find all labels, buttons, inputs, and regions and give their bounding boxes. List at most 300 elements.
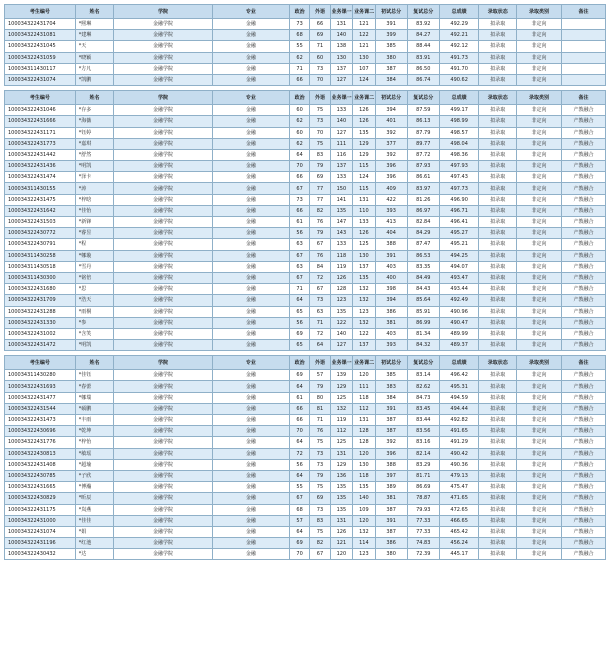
cell-subject-2: 124 <box>353 172 375 183</box>
cell-foreign-lang: 73 <box>310 295 330 306</box>
cell-name: *红池 <box>75 538 114 549</box>
cell-foreign-lang: 67 <box>310 549 330 560</box>
cell-exam-id: 100034322430772 <box>5 228 76 239</box>
cell-name: *娜瑞 <box>75 392 114 403</box>
cell-foreign-lang: 73 <box>310 448 330 459</box>
cell-admission-status: 拟录取 <box>479 239 516 250</box>
cell-name: *雪丹 <box>75 261 114 272</box>
cell-final-score: 472.65 <box>439 504 479 515</box>
cell-prelim-total: 394 <box>375 295 407 306</box>
header-admission-status: 录取状态 <box>479 5 516 19</box>
cell-politics: 62 <box>289 52 309 63</box>
cell-final-score: 496.71 <box>439 205 479 216</box>
cell-retest-total: 83.45 <box>407 403 439 414</box>
cell-college: 金融学院 <box>114 161 213 172</box>
cell-college: 金融学院 <box>114 105 213 116</box>
cell-remark <box>561 52 605 63</box>
cell-remark: 产教融合 <box>561 482 605 493</box>
cell-admission-type: 非定向 <box>516 340 561 351</box>
cell-politics: 66 <box>289 403 309 414</box>
cell-name: *参 <box>75 317 114 328</box>
cell-subject-1: 126 <box>330 272 352 283</box>
cell-admission-status: 拟录取 <box>479 161 516 172</box>
cell-major: 金融 <box>212 105 289 116</box>
cell-final-score: 475.47 <box>439 482 479 493</box>
cell-final-score: 492.29 <box>439 19 479 30</box>
cell-admission-status: 拟录取 <box>479 504 516 515</box>
table-row <box>5 127 606 138</box>
cell-retest-total: 77.33 <box>407 515 439 526</box>
cell-major: 金融 <box>212 392 289 403</box>
cell-politics: 68 <box>289 30 309 41</box>
cell-name: *泽卡 <box>75 172 114 183</box>
cell-prelim-total: 385 <box>375 41 407 52</box>
cell-remark: 产教融合 <box>561 426 605 437</box>
cell-name: *方凡 <box>75 63 114 74</box>
cell-admission-status: 拟录取 <box>479 250 516 261</box>
cell-remark: 产教融合 <box>561 340 605 351</box>
cell-politics: 73 <box>289 194 309 205</box>
cell-politics: 71 <box>289 63 309 74</box>
table-row <box>5 306 606 317</box>
cell-remark: 产教融合 <box>561 228 605 239</box>
cell-major: 金融 <box>212 426 289 437</box>
cell-major: 金融 <box>212 272 289 283</box>
cell-major: 金融 <box>212 317 289 328</box>
header-row <box>5 91 606 105</box>
cell-remark: 产教融合 <box>561 538 605 549</box>
cell-major: 金融 <box>212 205 289 216</box>
cell-foreign-lang: 75 <box>310 482 330 493</box>
cell-final-score: 496.41 <box>439 217 479 228</box>
cell-politics: 66 <box>289 74 309 85</box>
cell-major: 金融 <box>212 515 289 526</box>
cell-subject-2: 130 <box>353 250 375 261</box>
header-politics: 政治 <box>289 91 309 105</box>
cell-foreign-lang: 73 <box>310 63 330 74</box>
cell-politics: 62 <box>289 138 309 149</box>
table-row <box>5 295 606 306</box>
header-subject-1: 业务课一 <box>330 5 352 19</box>
cell-admission-type: 非定向 <box>516 493 561 504</box>
table-row <box>5 538 606 549</box>
cell-subject-2: 132 <box>353 317 375 328</box>
cell-college: 金融学院 <box>114 19 213 30</box>
cell-admission-type: 非定向 <box>516 549 561 560</box>
table-row <box>5 116 606 127</box>
cell-final-score: 499.17 <box>439 105 479 116</box>
cell-foreign-lang: 72 <box>310 272 330 283</box>
cell-foreign-lang: 64 <box>310 340 330 351</box>
cell-retest-total: 83.35 <box>407 261 439 272</box>
cell-exam-id: 100034322430432 <box>5 549 76 560</box>
table-row <box>5 41 606 52</box>
cell-college: 金融学院 <box>114 482 213 493</box>
cell-college: 金融学院 <box>114 392 213 403</box>
cell-name: *超瑜 <box>75 459 114 470</box>
cell-exam-id: 100034322431680 <box>5 284 76 295</box>
cell-final-score: 498.57 <box>439 127 479 138</box>
cell-remark: 产教融合 <box>561 317 605 328</box>
cell-foreign-lang: 63 <box>310 306 330 317</box>
cell-exam-id: 100034322431408 <box>5 459 76 470</box>
cell-prelim-total: 396 <box>375 161 407 172</box>
cell-college: 金融学院 <box>114 448 213 459</box>
cell-admission-status: 拟录取 <box>479 30 516 41</box>
cell-politics: 66 <box>289 415 309 426</box>
cell-subject-2: 111 <box>353 381 375 392</box>
cell-subject-1: 132 <box>330 403 352 414</box>
cell-subject-2: 123 <box>353 549 375 560</box>
cell-final-score: 491.73 <box>439 52 479 63</box>
cell-prelim-total: 387 <box>375 426 407 437</box>
cell-retest-total: 86.50 <box>407 63 439 74</box>
cell-name: *思 <box>75 284 114 295</box>
cell-remark <box>561 41 605 52</box>
cell-name: *涛 <box>75 183 114 194</box>
cell-major: 金融 <box>212 217 289 228</box>
cell-major: 金融 <box>212 470 289 481</box>
table-row <box>5 526 606 537</box>
header-remark: 备注 <box>561 5 605 19</box>
cell-retest-total: 83.44 <box>407 415 439 426</box>
cell-retest-total: 82.14 <box>407 448 439 459</box>
cell-politics: 64 <box>289 526 309 537</box>
cell-subject-2: 129 <box>353 138 375 149</box>
cell-admission-status: 拟录取 <box>479 448 516 459</box>
cell-politics: 61 <box>289 392 309 403</box>
table-row <box>5 105 606 116</box>
cell-admission-type: 非定向 <box>516 30 561 41</box>
cell-subject-2: 122 <box>353 328 375 339</box>
cell-major: 金融 <box>212 161 289 172</box>
cell-retest-total: 86.53 <box>407 250 439 261</box>
cell-prelim-total: 392 <box>375 149 407 160</box>
header-exam-id: 考生编号 <box>5 91 76 105</box>
cell-subject-1: 127 <box>330 340 352 351</box>
cell-remark: 产教融合 <box>561 381 605 392</box>
header-exam-id: 考生编号 <box>5 356 76 370</box>
cell-admission-type: 非定向 <box>516 426 561 437</box>
cell-subject-1: 123 <box>330 295 352 306</box>
cell-college: 金融学院 <box>114 116 213 127</box>
cell-prelim-total: 399 <box>375 30 407 41</box>
cell-admission-type: 非定向 <box>516 295 561 306</box>
header-remark: 备注 <box>561 91 605 105</box>
cell-prelim-total: 398 <box>375 284 407 295</box>
cell-politics: 63 <box>289 239 309 250</box>
cell-exam-id: 100034322431196 <box>5 538 76 549</box>
cell-college: 金融学院 <box>114 549 213 560</box>
cell-foreign-lang: 73 <box>310 459 330 470</box>
cell-retest-total: 74.83 <box>407 538 439 549</box>
cell-admission-status: 拟录取 <box>479 63 516 74</box>
cell-remark: 产教融合 <box>561 470 605 481</box>
cell-admission-status: 拟录取 <box>479 194 516 205</box>
header-admission-type: 录取类别 <box>516 356 561 370</box>
cell-admission-type: 非定向 <box>516 515 561 526</box>
cell-admission-type: 非定向 <box>516 381 561 392</box>
cell-remark: 产教融合 <box>561 149 605 160</box>
header-admission-status: 录取状态 <box>479 91 516 105</box>
cell-college: 金融学院 <box>114 272 213 283</box>
cell-final-score: 492.12 <box>439 41 479 52</box>
cell-final-score: 490.36 <box>439 459 479 470</box>
table-row <box>5 228 606 239</box>
results-table-1 <box>4 4 606 86</box>
cell-foreign-lang: 67 <box>310 239 330 250</box>
cell-subject-1: 111 <box>330 138 352 149</box>
cell-prelim-total: 394 <box>375 105 407 116</box>
cell-foreign-lang: 60 <box>310 52 330 63</box>
cell-subject-1: 136 <box>330 470 352 481</box>
cell-foreign-lang: 70 <box>310 127 330 138</box>
cell-prelim-total: 400 <box>375 272 407 283</box>
cell-subject-2: 118 <box>353 470 375 481</box>
cell-remark: 产教融合 <box>561 116 605 127</box>
cell-prelim-total: 387 <box>375 63 407 74</box>
cell-subject-1: 131 <box>330 515 352 526</box>
cell-subject-2: 130 <box>353 52 375 63</box>
cell-admission-status: 拟录取 <box>479 340 516 351</box>
cell-major: 金融 <box>212 482 289 493</box>
table-row <box>5 340 606 351</box>
cell-subject-2: 135 <box>353 127 375 138</box>
cell-subject-2: 122 <box>353 30 375 41</box>
cell-major: 金融 <box>212 370 289 381</box>
cell-major: 金融 <box>212 63 289 74</box>
cell-foreign-lang: 79 <box>310 161 330 172</box>
header-prelim-total: 初试总分 <box>375 356 407 370</box>
cell-major: 金融 <box>212 250 289 261</box>
cell-subject-2: 124 <box>353 74 375 85</box>
cell-foreign-lang: 66 <box>310 19 330 30</box>
cell-admission-type: 非定向 <box>516 116 561 127</box>
table-row <box>5 149 606 160</box>
cell-subject-2: 137 <box>353 340 375 351</box>
table-row <box>5 217 606 228</box>
cell-admission-type: 非定向 <box>516 538 561 549</box>
cell-politics: 68 <box>289 504 309 515</box>
cell-remark: 产教融合 <box>561 205 605 216</box>
cell-prelim-total: 381 <box>375 317 407 328</box>
cell-name: *新锋 <box>75 217 114 228</box>
cell-politics: 67 <box>289 250 309 261</box>
cell-college: 金融学院 <box>114 149 213 160</box>
cell-admission-status: 拟录取 <box>479 138 516 149</box>
cell-final-score: 491.29 <box>439 437 479 448</box>
cell-name: *雨桐 <box>75 306 114 317</box>
cell-exam-id: 100034322430791 <box>5 239 76 250</box>
cell-foreign-lang: 67 <box>310 284 330 295</box>
cell-subject-1: 129 <box>330 459 352 470</box>
cell-exam-id: 100034322431544 <box>5 403 76 414</box>
cell-politics: 69 <box>289 370 309 381</box>
header-final-score: 总成绩 <box>439 356 479 370</box>
cell-admission-status: 拟录取 <box>479 437 516 448</box>
cell-exam-id: 100034322431288 <box>5 306 76 317</box>
cell-final-score: 495.27 <box>439 228 479 239</box>
cell-subject-2: 120 <box>353 448 375 459</box>
cell-major: 金融 <box>212 30 289 41</box>
cell-final-score: 497.93 <box>439 161 479 172</box>
cell-major: 金融 <box>212 381 289 392</box>
cell-politics: 72 <box>289 448 309 459</box>
cell-name: *舒然 <box>75 149 114 160</box>
cell-prelim-total: 391 <box>375 403 407 414</box>
cell-retest-total: 87.72 <box>407 149 439 160</box>
cell-prelim-total: 387 <box>375 504 407 515</box>
cell-college: 金融学院 <box>114 205 213 216</box>
cell-exam-id: 100034311430300 <box>5 272 76 283</box>
cell-college: 金融学院 <box>114 261 213 272</box>
cell-admission-type: 非定向 <box>516 470 561 481</box>
cell-exam-id: 100034322431330 <box>5 317 76 328</box>
cell-college: 金融学院 <box>114 437 213 448</box>
cell-exam-id: 100034322431666 <box>5 116 76 127</box>
cell-remark: 产教融合 <box>561 127 605 138</box>
cell-prelim-total: 391 <box>375 515 407 526</box>
cell-admission-type: 非定向 <box>516 138 561 149</box>
cell-exam-id: 100034322431693 <box>5 381 76 392</box>
table-row <box>5 172 606 183</box>
cell-exam-id: 100034322431059 <box>5 52 76 63</box>
cell-subject-2: 135 <box>353 482 375 493</box>
header-college: 学院 <box>114 5 213 19</box>
cell-name: *丰雨 <box>75 415 114 426</box>
cell-final-score: 479.13 <box>439 470 479 481</box>
cell-politics: 65 <box>289 306 309 317</box>
cell-subject-1: 127 <box>330 74 352 85</box>
cell-remark <box>561 74 605 85</box>
cell-subject-1: 121 <box>330 538 352 549</box>
cell-foreign-lang: 71 <box>310 317 330 328</box>
cell-admission-type: 非定向 <box>516 217 561 228</box>
cell-foreign-lang: 72 <box>310 328 330 339</box>
cell-remark: 产教融合 <box>561 161 605 172</box>
cell-prelim-total: 387 <box>375 526 407 537</box>
header-subject-2: 业务课二 <box>353 356 375 370</box>
table-row <box>5 272 606 283</box>
cell-name: *钰婷 <box>75 127 114 138</box>
cell-major: 金融 <box>212 228 289 239</box>
cell-admission-type: 非定向 <box>516 328 561 339</box>
cell-major: 金融 <box>212 74 289 85</box>
cell-retest-total: 87.93 <box>407 161 439 172</box>
cell-final-score: 456.24 <box>439 538 479 549</box>
cell-politics: 56 <box>289 228 309 239</box>
cell-admission-type: 非定向 <box>516 272 561 283</box>
cell-exam-id: 100034322431474 <box>5 172 76 183</box>
table-row <box>5 161 606 172</box>
cell-name: *岚燕 <box>75 504 114 515</box>
header-admission-type: 录取类别 <box>516 91 561 105</box>
header-foreign-lang: 外语 <box>310 356 330 370</box>
cell-exam-id: 100034322431081 <box>5 30 76 41</box>
cell-retest-total: 78.87 <box>407 493 439 504</box>
cell-politics: 56 <box>289 459 309 470</box>
cell-final-score: 489.37 <box>439 340 479 351</box>
cell-foreign-lang: 77 <box>310 183 330 194</box>
cell-remark: 产教融合 <box>561 250 605 261</box>
cell-prelim-total: 413 <box>375 217 407 228</box>
cell-prelim-total: 383 <box>375 381 407 392</box>
cell-final-score: 492.21 <box>439 30 479 41</box>
cell-final-score: 489.99 <box>439 328 479 339</box>
cell-subject-2: 115 <box>353 183 375 194</box>
cell-remark: 产教融合 <box>561 306 605 317</box>
cell-exam-id: 100034322430785 <box>5 470 76 481</box>
cell-politics: 57 <box>289 515 309 526</box>
header-politics: 政治 <box>289 5 309 19</box>
header-final-score: 总成绩 <box>439 91 479 105</box>
cell-final-score: 498.36 <box>439 149 479 160</box>
cell-major: 金融 <box>212 183 289 194</box>
cell-prelim-total: 393 <box>375 340 407 351</box>
cell-subject-1: 137 <box>330 161 352 172</box>
cell-retest-total: 72.39 <box>407 549 439 560</box>
cell-college: 金融学院 <box>114 194 213 205</box>
cell-final-score: 498.04 <box>439 138 479 149</box>
table-row <box>5 515 606 526</box>
cell-subject-1: 135 <box>330 493 352 504</box>
cell-foreign-lang: 76 <box>310 426 330 437</box>
cell-foreign-lang: 84 <box>310 261 330 272</box>
cell-final-score: 493.47 <box>439 272 479 283</box>
header-politics: 政治 <box>289 356 309 370</box>
cell-retest-total: 83.56 <box>407 426 439 437</box>
table-row <box>5 415 606 426</box>
cell-foreign-lang: 79 <box>310 228 330 239</box>
cell-admission-status: 拟录取 <box>479 470 516 481</box>
cell-retest-total: 83.91 <box>407 52 439 63</box>
header-row <box>5 5 606 19</box>
cell-politics: 67 <box>289 183 309 194</box>
cell-politics: 65 <box>289 340 309 351</box>
cell-foreign-lang: 71 <box>310 41 330 52</box>
cell-admission-status: 拟录取 <box>479 426 516 437</box>
cell-retest-total: 83.97 <box>407 183 439 194</box>
cell-college: 金融学院 <box>114 138 213 149</box>
table-row <box>5 250 606 261</box>
cell-retest-total: 86.61 <box>407 172 439 183</box>
cell-foreign-lang: 69 <box>310 493 330 504</box>
cell-major: 金融 <box>212 149 289 160</box>
cell-name: *博瀚 <box>75 482 114 493</box>
cell-retest-total: 81.34 <box>407 328 439 339</box>
cell-admission-type: 非定向 <box>516 504 561 515</box>
cell-foreign-lang: 76 <box>310 217 330 228</box>
cell-college: 金融学院 <box>114 459 213 470</box>
cell-college: 金融学院 <box>114 538 213 549</box>
cell-remark: 产教融合 <box>561 415 605 426</box>
cell-foreign-lang: 76 <box>310 250 330 261</box>
cell-retest-total: 88.44 <box>407 41 439 52</box>
cell-college: 金融学院 <box>114 381 213 392</box>
cell-subject-1: 130 <box>330 52 352 63</box>
cell-subject-2: 132 <box>353 295 375 306</box>
table-row <box>5 381 606 392</box>
cell-politics: 60 <box>289 105 309 116</box>
cell-remark: 产教融合 <box>561 448 605 459</box>
cell-exam-id: 100034322430696 <box>5 426 76 437</box>
cell-foreign-lang: 69 <box>310 172 330 183</box>
cell-major: 金融 <box>212 403 289 414</box>
cell-remark: 产教融合 <box>561 183 605 194</box>
cell-subject-2: 130 <box>353 459 375 470</box>
cell-admission-type: 非定向 <box>516 205 561 216</box>
cell-admission-status: 拟录取 <box>479 549 516 560</box>
